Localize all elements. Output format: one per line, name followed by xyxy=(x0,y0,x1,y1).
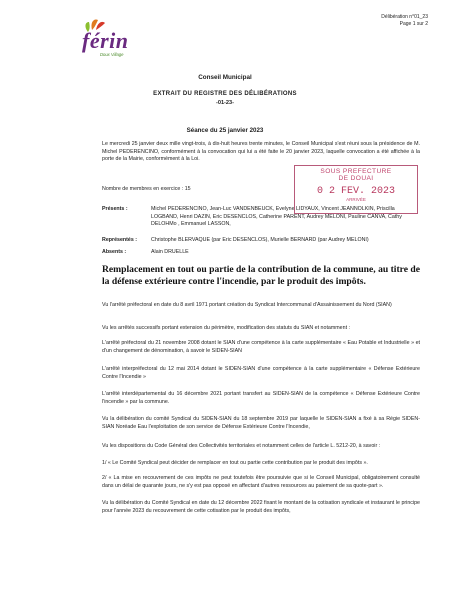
body-paragraph: Vu les arrêtés successifs portant extension du périmètre, modification des statuts du SIAN et notamment : xyxy=(102,325,350,331)
deliberation-reference xyxy=(381,14,428,28)
logo-text: férin xyxy=(82,28,129,53)
body-paragraph: Vu l'arrêté préfectoral en date du 8 avril 1971 portant création du Syndicat Intercommunal d'Assainissement du Nord (SIAN) xyxy=(102,302,392,308)
sub-prefecture-stamp xyxy=(294,165,418,214)
council-title: Conseil Municipal xyxy=(198,74,252,81)
body-paragraph: Vu les dispositions du Code Général des Collectivités territoriales et notamment celles de l'article L. 5212-20, à savoir : xyxy=(102,443,381,449)
body-paragraph: 1/ « Le Comité Syndical peut décider de remplacer en tout ou partie cette contribution par le produit des impôts ». xyxy=(102,460,368,466)
body-paragraph: L'arrêté interpréfectoral du 12 mai 2014 dotant le SIDEN-SIAN d'une compétence à la carte supplémentaire « Défense Extérieure Contre l'Incendie » xyxy=(102,366,420,380)
absent-list: Alain DRUELLE xyxy=(151,249,189,255)
deliberation-number: Délibération n°01_23 xyxy=(381,14,428,20)
represented-label: Représentés : xyxy=(102,237,138,243)
body-paragraph: Vu la délibération du Comité Syndical en date du 12 décembre 2022 fixant le montant de la cotisation syndicale et instaurant le principe pour l'année 2023 du recouvrement de cette cotisation par le produit des impôts, xyxy=(102,500,420,514)
body-paragraph: L'arrêté préfectoral du 21 novembre 2008 dotant le SIAN d'une compétence à la carte supplémentaire « Eau Potable et Industrielle » et d'un changement de dénomination, à savoir le SIDEN-SIAN xyxy=(102,340,420,354)
body-paragraph: Vu la délibération du comité Syndical du SIDEN-SIAN du 18 septembre 2019 par laquelle le SIDEN-SIAN a fixé à sa Régie SIDEN-SIAN Noréade Eau l'exploitation de son service de Défense Extérieure Contre l'Incendie, xyxy=(102,416,420,430)
body-paragraph: 2/ « La mise en recouvrement de ces impôts ne peut toutefois être poursuivie que si le Conseil Municipal, obligatoirement consulté dans un délai de quarante jours, ne s'y est pas opposé en affectant d'autres ressources au paiement de sa quote-part ». xyxy=(102,475,420,489)
stamp-line-2: DE DOUAI xyxy=(338,175,374,182)
session-date: Séance du 25 janvier 2023 xyxy=(186,127,264,134)
stamp-line-1: SOUS PREFECTURE xyxy=(320,168,392,175)
logo-tagline: Doux Village xyxy=(100,52,124,57)
intro-paragraph: Le mercredi 25 janvier deux mille vingt-trois, à dix-huit heures trente minutes, le Conseil Municipal s'est réuni sous la présidence de M. Michel PEDERENCINO, conformément à la convocation qui lui a été faite le 20 janvier 2023, laquelle convocation a été affichée à la porte de la Mairie, conformément à la Loi. xyxy=(102,141,420,162)
represented-list: Christophe BLERVAQUE (par Eric DESENCLOS), Murielle BERNARD (par Audrey MELONI) xyxy=(151,237,369,243)
members-in-office: Nombre de membres en exercice : 15 xyxy=(102,186,191,192)
absent-label: Absents : xyxy=(102,249,127,255)
present-list: Michel PEDERENCINO, Jean-Luc VANDENBEUCK, Evelyne LIDYAUX, Vincent JEANNOLKIN, Priscilla LOGBAND, Henri DAZIN, Eric DESENCLOS, Catherine PARENT, Audrey MELONI, Pauline CANVA, Cathy DELOHMo , Emmanuel LASSON, xyxy=(151,206,402,227)
deliberation-subject: Remplacement en tout ou partie de la contribution de la commune, au titre de la défense extérieure contre l'incendie, par le produit des impôts. xyxy=(102,264,420,287)
present-label: Présents : xyxy=(102,206,128,212)
stamp-arrival: ARRIVÉE xyxy=(346,197,366,202)
extract-number: -01-23- xyxy=(215,100,235,106)
page-indicator: Page 1 sur 2 xyxy=(399,21,428,27)
stamp-date: 0 2 FEV. 2023 xyxy=(316,186,395,197)
body-paragraph: L'arrêté interdépartemental du 16 décembre 2021 portant transfert au SIDEN-SIAN de la compétence « Défense Extérieure Contre l'incendie » par la commune. xyxy=(102,391,420,405)
extract-title: EXTRAIT DU REGISTRE DES DÉLIBÉRATIONS xyxy=(153,91,297,97)
